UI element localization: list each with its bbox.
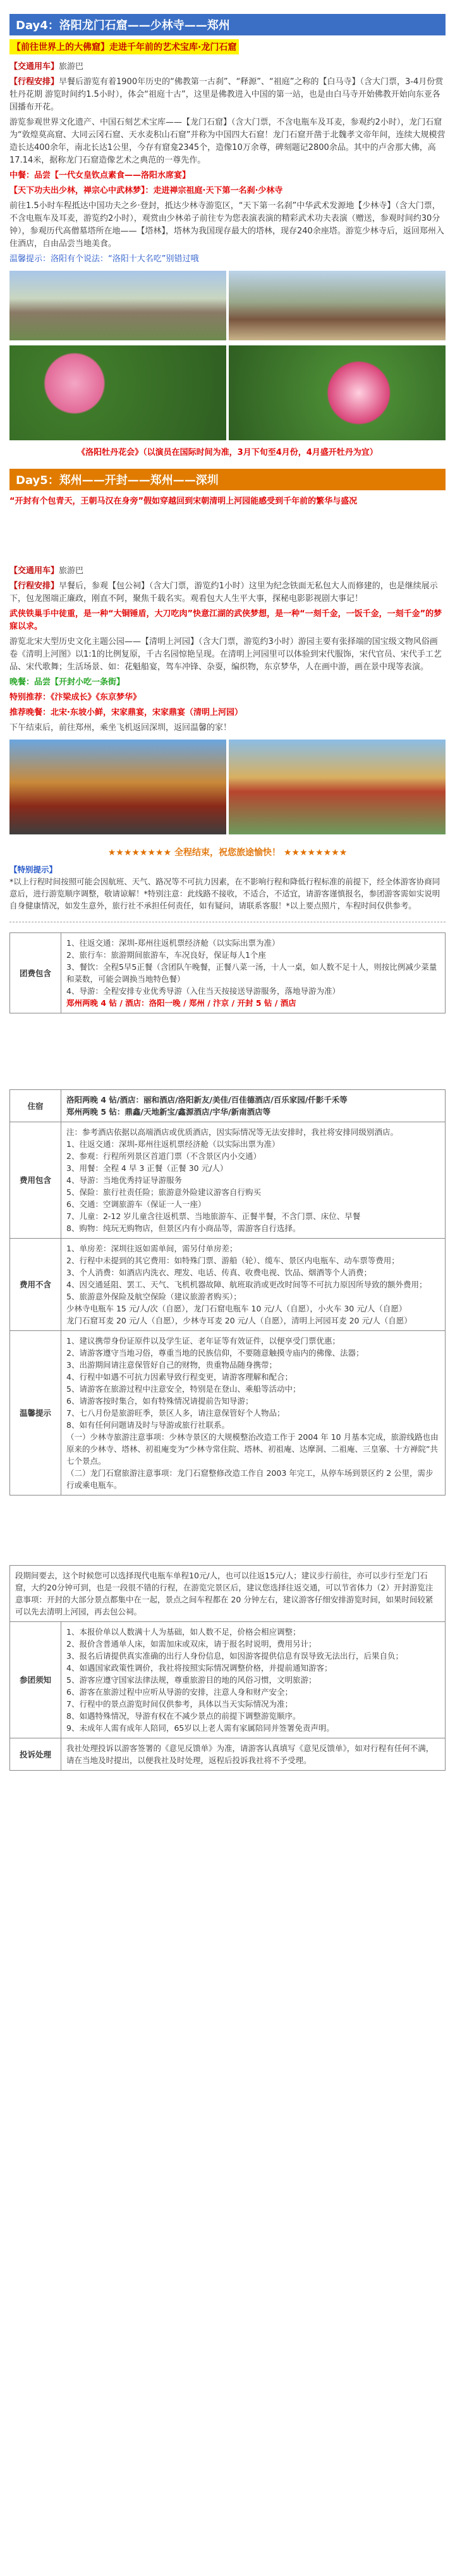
line: 2、行程中未提到的其它费用：如特殊门票、游船（轮）、缆车、景区内电瓶车、动车票等费用；	[66, 1256, 399, 1265]
day4-photo-row-1	[9, 271, 446, 340]
day5-itinerary	[9, 580, 446, 605]
line: 1、本报价单以人数满十人为基础，如人数不足，价格会相应调整；	[66, 1627, 301, 1637]
line: 1、建议携带身份证原件以及学生证、老年证等有效证件，以便享受门票优惠；	[66, 1336, 340, 1346]
day4-tip: 温馨提示：洛阳有个说法：“洛阳十大名吃”别错过哦	[9, 254, 199, 264]
line: 1、单房差：深圳往返如需单间，需另付单房差；	[66, 1244, 238, 1253]
day4-traffic	[9, 61, 446, 73]
day5-header	[9, 464, 446, 490]
end-banner: ★★★★★★★★ 全程结束，祝您旅途愉快！ ★★★★★★★★	[107, 848, 348, 858]
itinerary-text: 早餐后游览有着1900年历史的“佛教第一古刹”、“释源”、“祖庭”之称的【白马寺】（含大门票，3-4月份赏牡丹花期 游览时间约1.5小时），体会“祖庭十古”，这里是佛教进入中国的第一站，也是由白马寺开始佛教开始向东亚各国播布开花。	[9, 77, 444, 112]
day4-photo-caption: 《洛阳牡丹花会》（以演员在国际时间为准，3月下旬至4月份，4月盛开牡丹为宜）	[77, 448, 378, 457]
complaint-key: 投诉处理	[10, 1738, 61, 1771]
line: 5、保险：旅行社责任险；旅游意外险建议游客自行购买	[66, 1187, 261, 1197]
day4-itinerary	[9, 76, 446, 114]
traffic-label: 【交通用车】	[9, 62, 59, 71]
qingming-garden-photo	[229, 740, 446, 834]
line: 6、游客在旅游过程中应听从导游的安排，注意人身和财产安全；	[66, 1687, 293, 1697]
line: 8、如有任何问题请及时与导游或旅行社联系。	[66, 1420, 229, 1430]
line: 4、行程中如遇不可抗力因素导致行程变更，请游客理解和配合；	[66, 1372, 293, 1382]
day5-recommend-2: 推荐晚餐：北宋·东坡小鲜，宋家鼎宴，宋家鼎宴（清明上河园）	[9, 708, 243, 717]
traffic-value: 旅游巴	[59, 566, 84, 576]
day5-tagline: “开封有个包青天，王朝马汉在身旁”假如穿越回到宋朝清明上河园能感受到千年前的繁华与盛况	[9, 497, 358, 506]
day4-tagline: 【前往世界上的大佛窟】走进千年前的艺术宝库·龙门石窟	[9, 39, 239, 54]
line: 6、交通：空调旅游车（保证一人一座）	[66, 1199, 206, 1209]
reminder	[9, 864, 446, 912]
fee-include-key: 团费包含	[10, 933, 61, 1013]
notes-key: 温馨提示	[10, 1331, 61, 1495]
notes-cell	[61, 1331, 446, 1495]
line: 3、出游期间请注意保管好自己的财物，贵重物品随身携带；	[66, 1360, 277, 1370]
peony-photo-right	[229, 345, 446, 440]
day4-lunch: 中餐：品尝【一代女皇钦点素食——洛阳水席宴】	[9, 171, 191, 180]
line: 4、如遇国家政策性调价，我社将按照实际情况调整价格，并提前通知游客；	[66, 1663, 332, 1673]
reminder-text: *以上行程时间按照可能会因航班、天气、路况等不可抗力因素，在不影响行程和降低行程标准的前提下，经全体游客协商同意后，进行游览顺序调整，敬请谅解！*特别注意：此线路不接收，不适合，不适宜，请游客谨慎报名，参团游客需如实说明自身健康情况，如发生意外，旅行社不承担任何责任，如有疑问，请联系客服！*以上要点照片，车程时间仅供参考。	[9, 877, 440, 910]
day4-title: Day4：洛阳龙门石窟——少林寺——郑州	[9, 14, 446, 35]
intro-cell: 段期间要去，这个时候您可以选择现代电瓶车单程10元/人，也可以往返15元/人；建议步行前往，亦可以步行至龙门石窟，大约20分钟可到，也是一段很不错的行程，在游览完景区后，建议您选择往返交通，可以节省体力（2）开封游览注意事项：开封的大部分景点都集中在一起，景点之间车程都在 20 分钟左右，建议游客仔细安排游览时间，如果时间较紧可以先去清明上河园，再去包公祠。	[10, 1566, 446, 1622]
day5-photo-row	[9, 740, 446, 834]
longmen-photo	[9, 271, 226, 340]
line: 3、用餐：全程 4 早 3 正餐（正餐 30 元/人）	[66, 1163, 228, 1173]
day4-header	[9, 0, 446, 35]
itinerary-label: 【行程安排】	[9, 77, 59, 87]
line: 6、请游客按时集合，如有特殊情况请提前告知导游；	[66, 1396, 253, 1406]
line: 2、参观：行程所列景区首道门票（不含景区内小交通）	[66, 1151, 261, 1161]
hotel-cell	[61, 1090, 446, 1122]
line: 8、如遇特殊情况，导游有权在不减少景点的前提下调整游览顺序。	[66, 1711, 301, 1721]
peony-photo-left	[9, 345, 226, 440]
day4-photo-row-2	[9, 345, 446, 440]
fee-include-cell	[61, 933, 446, 1013]
day5-qingming-text: 游览北宋大型历史文化主题公园——【清明上河园】（含大门票，游览约3小时）游园主要有张择端的国宝级文物风俗画卷《清明上河图》以1:1的比例复原，千古名园惊艳呈现。在清明上河园里可以体验到宋代服饰，宋代官员、宋代手工艺品、宋代歌舞；生活场景、如：花魁船宴，驾车冲锋、杂耍，编织物，东京梦华，人在画中游，画在景中现等表演。	[9, 637, 442, 672]
line: 3、餐饮：全程5早5正餐（含团队午晚餐，正餐八菜一汤，十人一桌，如人数不足十人，则按比例减少菜量和菜数，可能会调换当地特色餐）	[66, 962, 437, 984]
day5-recommend-1: 特别推荐：《汴梁成长》《东京梦华》	[9, 693, 142, 702]
day5-closing: 下午结束后，前往郑州，乘坐飞机返回深圳，返回温馨的家！	[9, 723, 232, 733]
traffic-value: 旅游巴	[59, 62, 84, 71]
ref-cell	[61, 1622, 446, 1738]
ref-key: 参团须知	[10, 1622, 61, 1738]
line: 龙门石窟耳麦 20 元/人（自愿），少林寺耳麦 20 元/人（自愿），清明上河园耳麦 20 元/人（自愿）	[66, 1316, 412, 1325]
line: 郑州两晚 5 钻：鼎鑫/天地新宝/鑫源酒店/宇华/新南酒店等	[66, 1107, 271, 1117]
line: 注：参考酒店依据以高端酒店或优质酒店，因实际情况等无法安排时，我社将安排同级别酒店。	[66, 1127, 399, 1137]
line: 4、因交通延阻、罢工、天气、飞机机器故障、航班取消或更改时间等不可抗力原因所导致的额外费用；	[66, 1280, 427, 1289]
line: （二）龙门石窟旅游注意事项：龙门石窟整修改造工作自 2003 年完工，从停车场到景区约 2 公里，需步行或乘电瓶车。	[66, 1468, 434, 1490]
itinerary-label: 【行程安排】	[9, 581, 59, 591]
line: 5、旅游意外保险及航空保险（建议旅游者购买）；	[66, 1292, 241, 1301]
line: 3、报名后请提供真实准确的出行人身份信息，如因游客提供信息有误导致无法出行，后果自负；	[66, 1651, 403, 1661]
kaifeng-pagoda-photo	[9, 740, 226, 834]
include-cell	[61, 1122, 446, 1239]
line: 3、个人消费：如酒店内洗衣、理发、电话、传真、收费电视、饮品、烟酒等个人消费；	[66, 1268, 372, 1277]
line: 4、导游：全程安排专业优秀导游（入住当天按接送导游服务，落地导游为准）	[66, 986, 340, 996]
line: 8、购物：纯玩无购物店，但景区内有小商品等，需游客自行选择。	[66, 1223, 301, 1233]
day5-stamp-line: 武侠铁巢手中徒重，是一种“大铜锤盾，大刀吃肉”快意江湖的武侠梦想，是一种“一刻千金，一饭千金，一刻千金”的梦寐以求。	[9, 609, 442, 631]
day4-shaolin-line: 【天下功夫出少林，禅宗心中武林梦】：走进禅宗祖庭·天下第一名刹·少林寺	[9, 186, 283, 195]
line: 2、旅行车：旅游期间旅游车，车况良好，保证每人1个座	[66, 950, 266, 960]
day5-title: Day5：郑州——开封——郑州——深圳	[9, 469, 446, 490]
line: 9、未成年人需有成年人陪同，65岁以上老人需有家属陪同并签署免责声明。	[66, 1723, 334, 1733]
day5-traffic	[9, 565, 446, 578]
complaint-cell: 我社处理投诉以游客签署的《意见反馈单》为准，请游客认真填写《意见反馈单》，如对行程有任何不满，请在当地及时提出，以便我社及时处理，返程后投诉我社将不予受理。	[61, 1738, 446, 1771]
exclude-cell	[61, 1239, 446, 1331]
include-key: 费用包含	[10, 1122, 61, 1239]
fee-table-1	[9, 932, 446, 1013]
line: 少林寺电瓶车 15 元/人/次（自愿），龙门石窟电瓶车 10 元/人（自愿），小火车 30 元/人（自愿）	[66, 1304, 407, 1313]
fee-table-2	[9, 1089, 446, 1495]
hotel-key: 住宿	[10, 1090, 61, 1122]
traffic-label: 【交通用车】	[9, 566, 59, 576]
page	[9, 0, 446, 1771]
exclude-key: 费用不含	[10, 1239, 61, 1331]
reminder-title: 【特别提示】	[9, 865, 58, 874]
line: 郑州两晚 4 钻 / 酒店：洛阳一晚 / 郑州 / 汴京 / 开封 5 钻 / 酒店	[66, 998, 296, 1008]
shaolin-photo	[229, 271, 446, 340]
line: 1、往返交通：深圳-郑州往返机票经济舱（以实际出票为准）	[66, 1139, 280, 1149]
line: 1、往返交通：深圳-郑州往返机票经济舱（以实际出票为准）	[66, 938, 280, 948]
line: 7、七八月份是旅游旺季，景区人多，请注意保管好个人物品；	[66, 1408, 285, 1418]
line: 4、导游：当地优秀持证导游服务	[66, 1175, 182, 1185]
line: 7、行程中的景点游览时间仅供参考，具体以当天实际情况为准；	[66, 1699, 293, 1709]
line: 7、儿童：2-12 岁儿童含往返机票、当地旅游车、正餐半餐，不含门票、床位、早餐	[66, 1211, 361, 1221]
day4-itinerary-2: 游览参观世界文化遗产、中国石刻艺术宝库——【龙门石窟】（含大门票，不含电瓶车及耳麦，参观约2小时），龙门石窟为“敦煌莫高窟、大同云冈石窟、天水麦积山石窟”并称为中国四大石窟！龙门石窟开凿于北魏孝文帝年间，连续大规模营造长达400余年，南北长达1公里，今存有窟龛2345个，造像10万余尊，碑刻题记2800余品。其中的卢舍那大佛，高17.14米，据称龙门石窟造像艺术之典范的一尊先作。	[9, 118, 446, 165]
line: 洛阳两晚 4 钻/酒店：丽和酒店/洛阳新友/美佳/百佳德酒店/百乐家园/仟影千禾等	[66, 1095, 348, 1105]
day5-dinner: 晚餐：品尝【开封小吃一条街】	[9, 678, 125, 687]
day4-shaolin-text: 前往1.5小时车程抵达中国功夫之乡·登封，抵达少林寺游览区，“天下第一名刹”中华武术发源地【少林寺】（含大门票，不含电瓶车及耳麦，游览约2小时），观赏由少林弟子前往专为您表演表演的精彩武术功夫表演（赠送，参观时间约30分钟），参观历代高僧墓塔所在地——【塔林】，塔林为我国现存最大的塔林，现存240余座塔。游览少林寺后，返回郑州入住酒店，自由品尝当地美食。	[9, 201, 444, 249]
fee-table-3	[9, 1565, 446, 1771]
line: 5、请游客在旅游过程中注意安全，特别是在登山、乘船等活动中；	[66, 1384, 301, 1394]
itinerary-text: 早餐后，参观【包公祠】（含大门票，游览约1小时）这里为纪念铁面无私包大人而修建的，也是继续展示下，包龙图端正廉政，刚直不阿，聚焦千载名实。观看包大人生平大事，探秘电影影视剧大事记！	[9, 581, 438, 604]
line: 2、请游客遵守当地习俗，尊重当地的民族信仰，不要随意触摸寺庙内的佛像、法器；	[66, 1348, 364, 1358]
line: （一）少林寺旅游注意事项：少林寺景区的大规模整治改造工作于 2004 年 10 月基本完成，旅游线路也由原来的少林寺、塔林、初祖庵变为“少林寺常住院、塔林、初祖庵、达摩洞、二祖庵、三皇寨、十方禅院”共七个景点。	[66, 1432, 439, 1466]
line: 5、游客应遵守国家法律法规，尊重旅游目的地的风俗习惯，文明旅游；	[66, 1675, 317, 1685]
line: 2、报价含普通单人床，如需加床或双床，请于报名时说明，费用另计；	[66, 1639, 317, 1649]
